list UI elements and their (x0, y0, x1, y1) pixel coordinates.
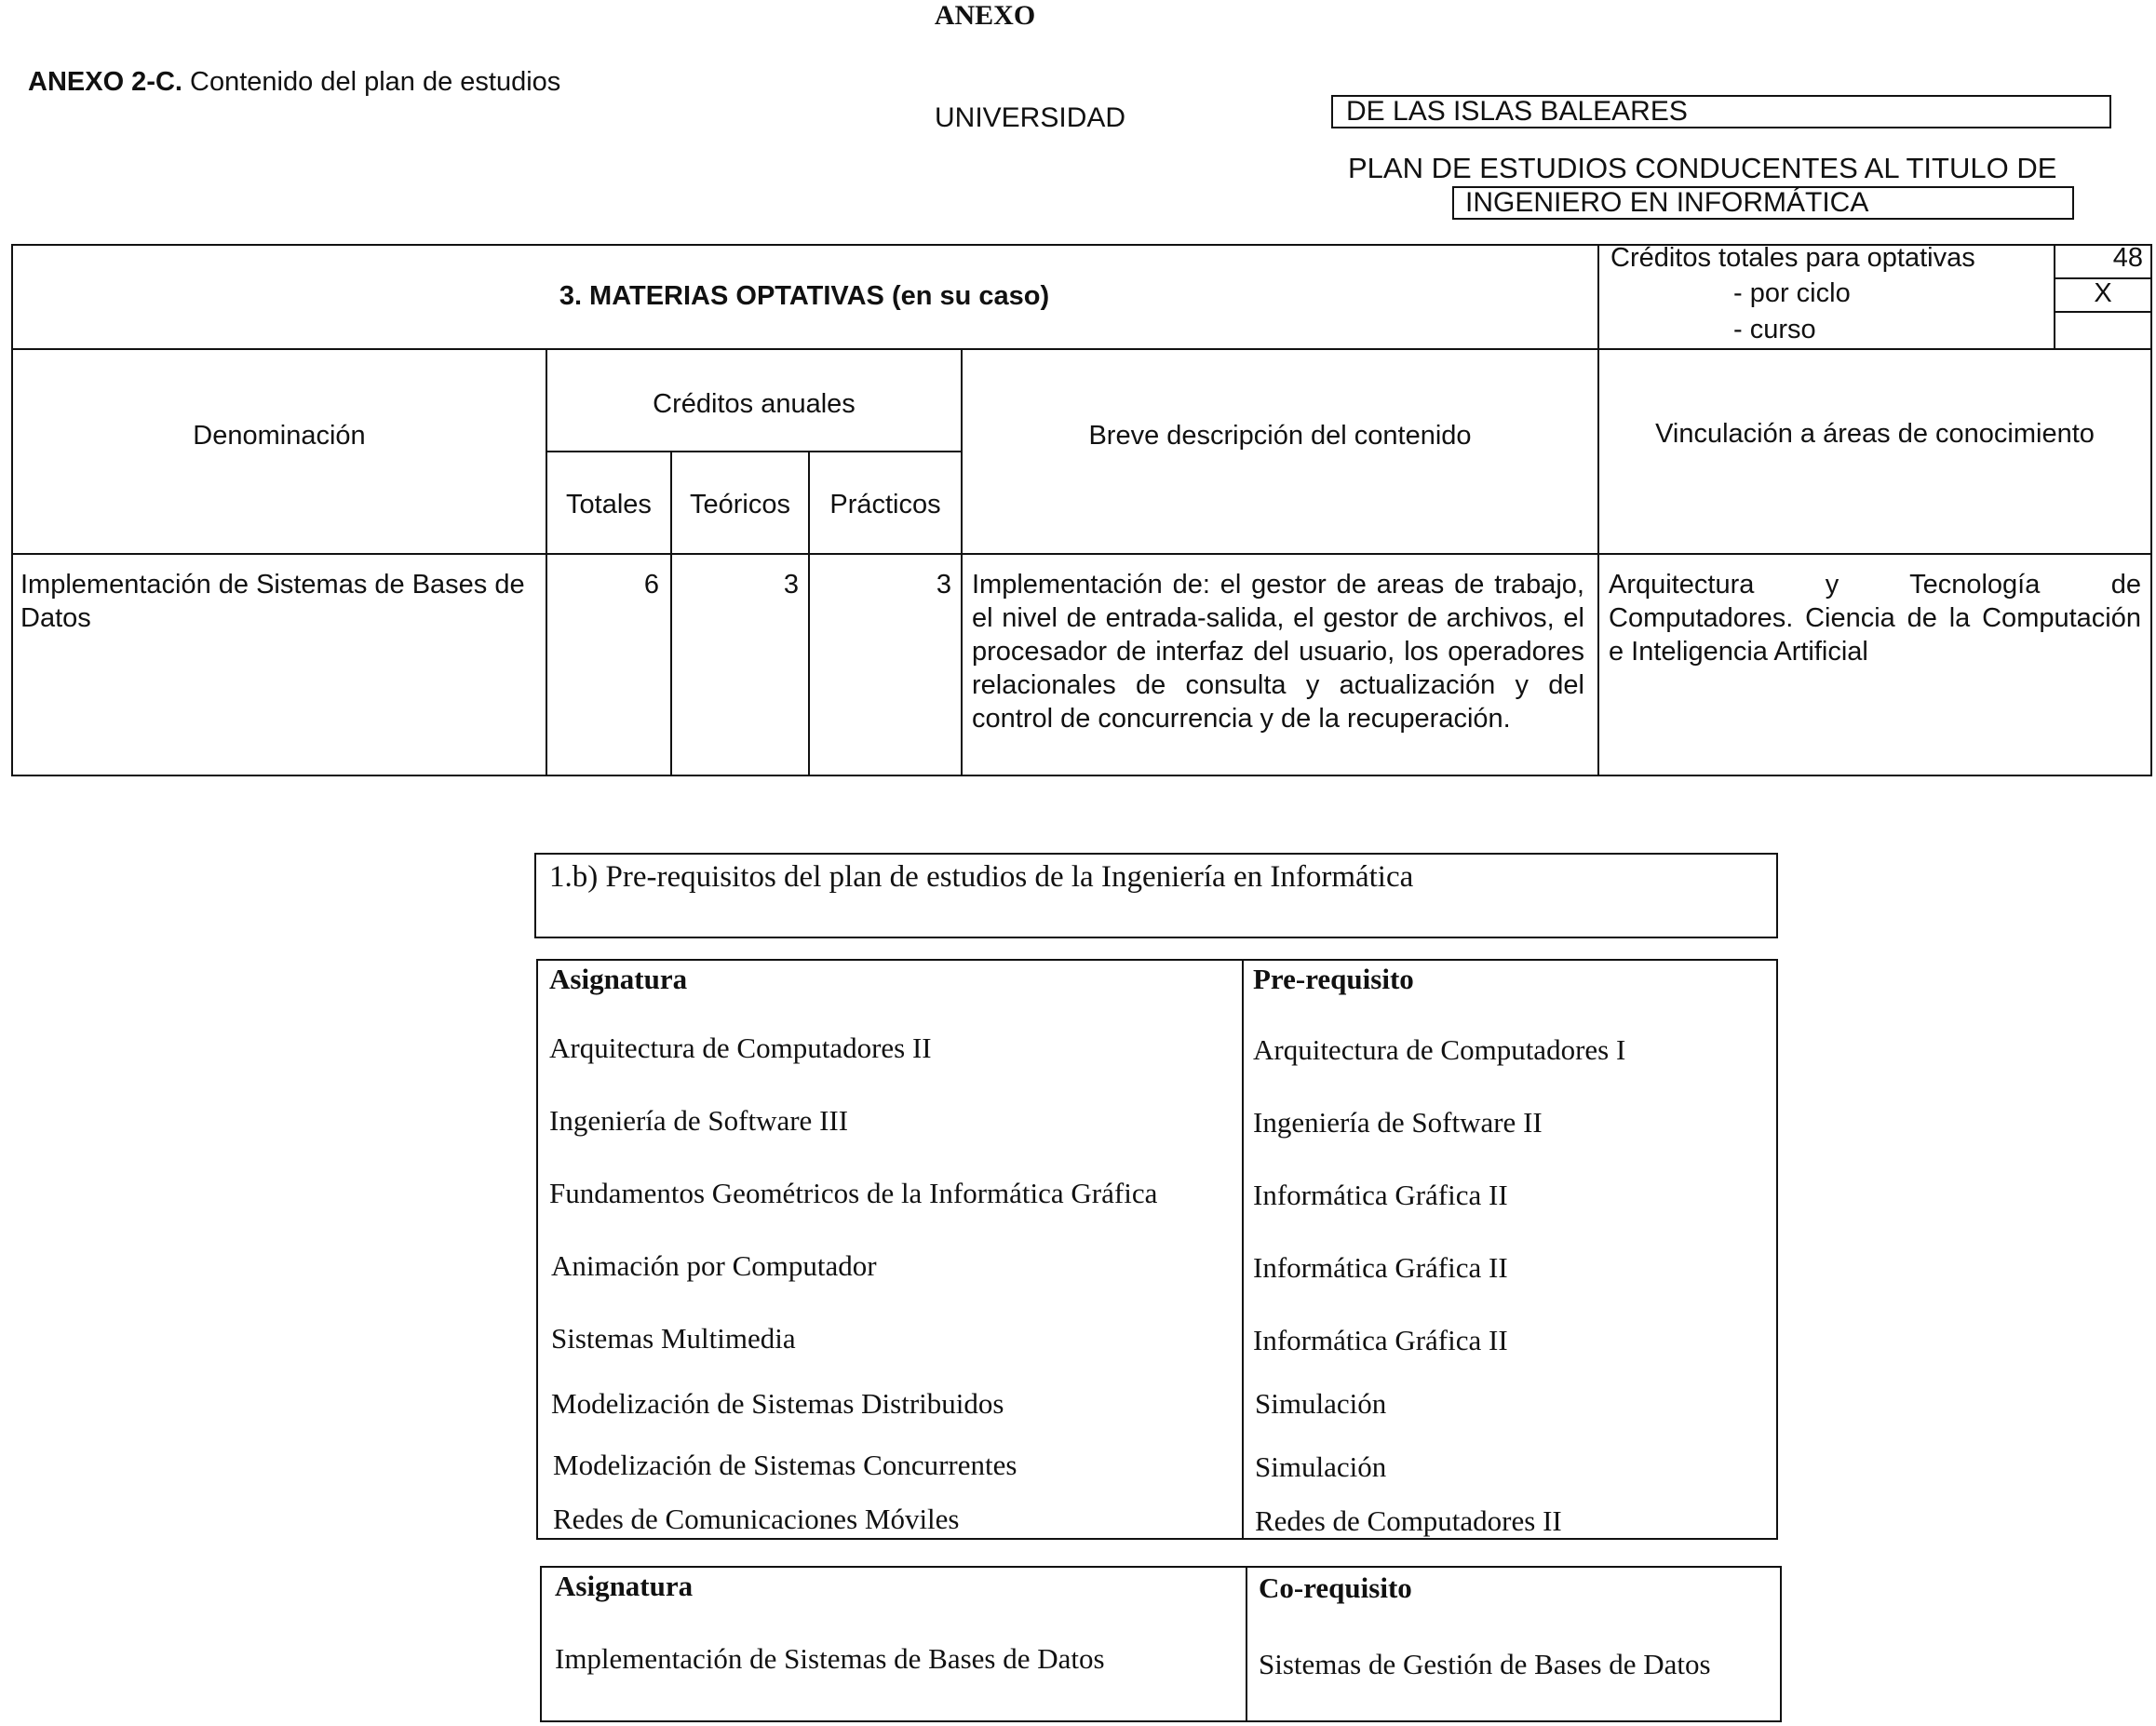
section-title: 3. MATERIAS OPTATIVAS (en su caso) (559, 281, 1050, 311)
table-row: Arquitectura de Computadores II (549, 1032, 932, 1064)
table-cell: Ingeniería de Software II (1253, 1106, 1543, 1139)
per-cycle-value: X (2094, 278, 2112, 308)
prereq-col-asignatura: Asignatura (549, 963, 688, 995)
prereq-col-prerequisito: Pre-requisito (1253, 963, 1414, 995)
table-row: Animación por Computador (551, 1249, 877, 1282)
prereq-title: 1.b) Pre-requisitos del plan de estudios de la Ingeniería en Informática (549, 860, 1414, 894)
table-row: Fundamentos Geométricos de la Informática Gráfica (549, 1177, 1158, 1209)
annex-code: ANEXO 2-C. (28, 67, 182, 97)
table-cell: Informática Gráfica II (1253, 1251, 1508, 1284)
table-cell: Redes de Computadores II (1255, 1504, 1562, 1537)
coreq-col-asignatura: Asignatura (555, 1570, 694, 1602)
table-row: Modelización de Sistemas Distribuidos (551, 1387, 1004, 1420)
degree-value: INGENIERO EN INFORMÁTICA (1452, 186, 2074, 220)
table-row: Redes de Comunicaciones Móviles (553, 1503, 960, 1535)
row-denominacion: Implementación de Sistemas de Bases de Datos (20, 570, 525, 633)
per-course-label: - curso (1733, 315, 1816, 344)
row-practicos: 3 (936, 570, 951, 600)
table-row: Ingeniería de Software III (549, 1104, 849, 1137)
table-cell: Arquitectura de Computadores I (1253, 1033, 1626, 1066)
coreq-requisito: Sistemas de Gestión de Bases de Datos (1259, 1648, 1711, 1680)
col-totales: Totales (566, 490, 652, 519)
table-cell: Simulación (1255, 1450, 1387, 1483)
credits-total-value: 48 (2112, 243, 2143, 273)
table-row: Sistemas Multimedia (551, 1322, 796, 1355)
table-row: Modelización de Sistemas Concurrentes (553, 1449, 1017, 1481)
table-cell: Simulación (1255, 1387, 1387, 1420)
col-creditos-anuales: Créditos anuales (653, 389, 856, 419)
col-denominacion: Denominación (193, 421, 366, 451)
university-value: DE LAS ISLAS BALEARES (1331, 95, 2111, 128)
col-descripcion: Breve descripción del contenido (1088, 421, 1472, 451)
col-teoricos: Teóricos (690, 490, 790, 519)
row-descripcion: Implementación de: el gestor de areas de trabajo, el nivel de entrada-salida, el gestor de archivos, el procesador de interfaz del usuario, los operadores relacionales de consulta y actualización y del control de concurrencia y de la recuperación. (972, 570, 1584, 734)
credits-total-label: Créditos totales para optativas (1610, 243, 1975, 273)
row-totales: 6 (643, 570, 659, 600)
row-vinculacion: Arquitectura y Tecnología de Computadores. Ciencia de la Computación e Inteligencia Artificial (1609, 570, 2141, 667)
annex-text: Contenido del plan de estudios (190, 67, 561, 97)
row-teoricos: 3 (783, 570, 799, 600)
per-cycle-label: - por ciclo (1733, 278, 1851, 308)
annex-heading (28, 67, 560, 98)
col-practicos: Prácticos (829, 490, 941, 519)
page-title: ANEXO (934, 0, 1036, 31)
plan-title: PLAN DE ESTUDIOS CONDUCENTES AL TITULO DE (1348, 152, 2057, 184)
university-label: UNIVERSIDAD (935, 102, 1126, 133)
coreq-col-corequisito: Co-requisito (1259, 1571, 1412, 1604)
coreq-asignatura: Implementación de Sistemas de Bases de Datos (555, 1642, 1105, 1675)
table-cell: Informática Gráfica II (1253, 1179, 1508, 1211)
table-cell: Informática Gráfica II (1253, 1324, 1508, 1356)
col-vinculacion: Vinculación a áreas de conocimiento (1655, 419, 2095, 449)
